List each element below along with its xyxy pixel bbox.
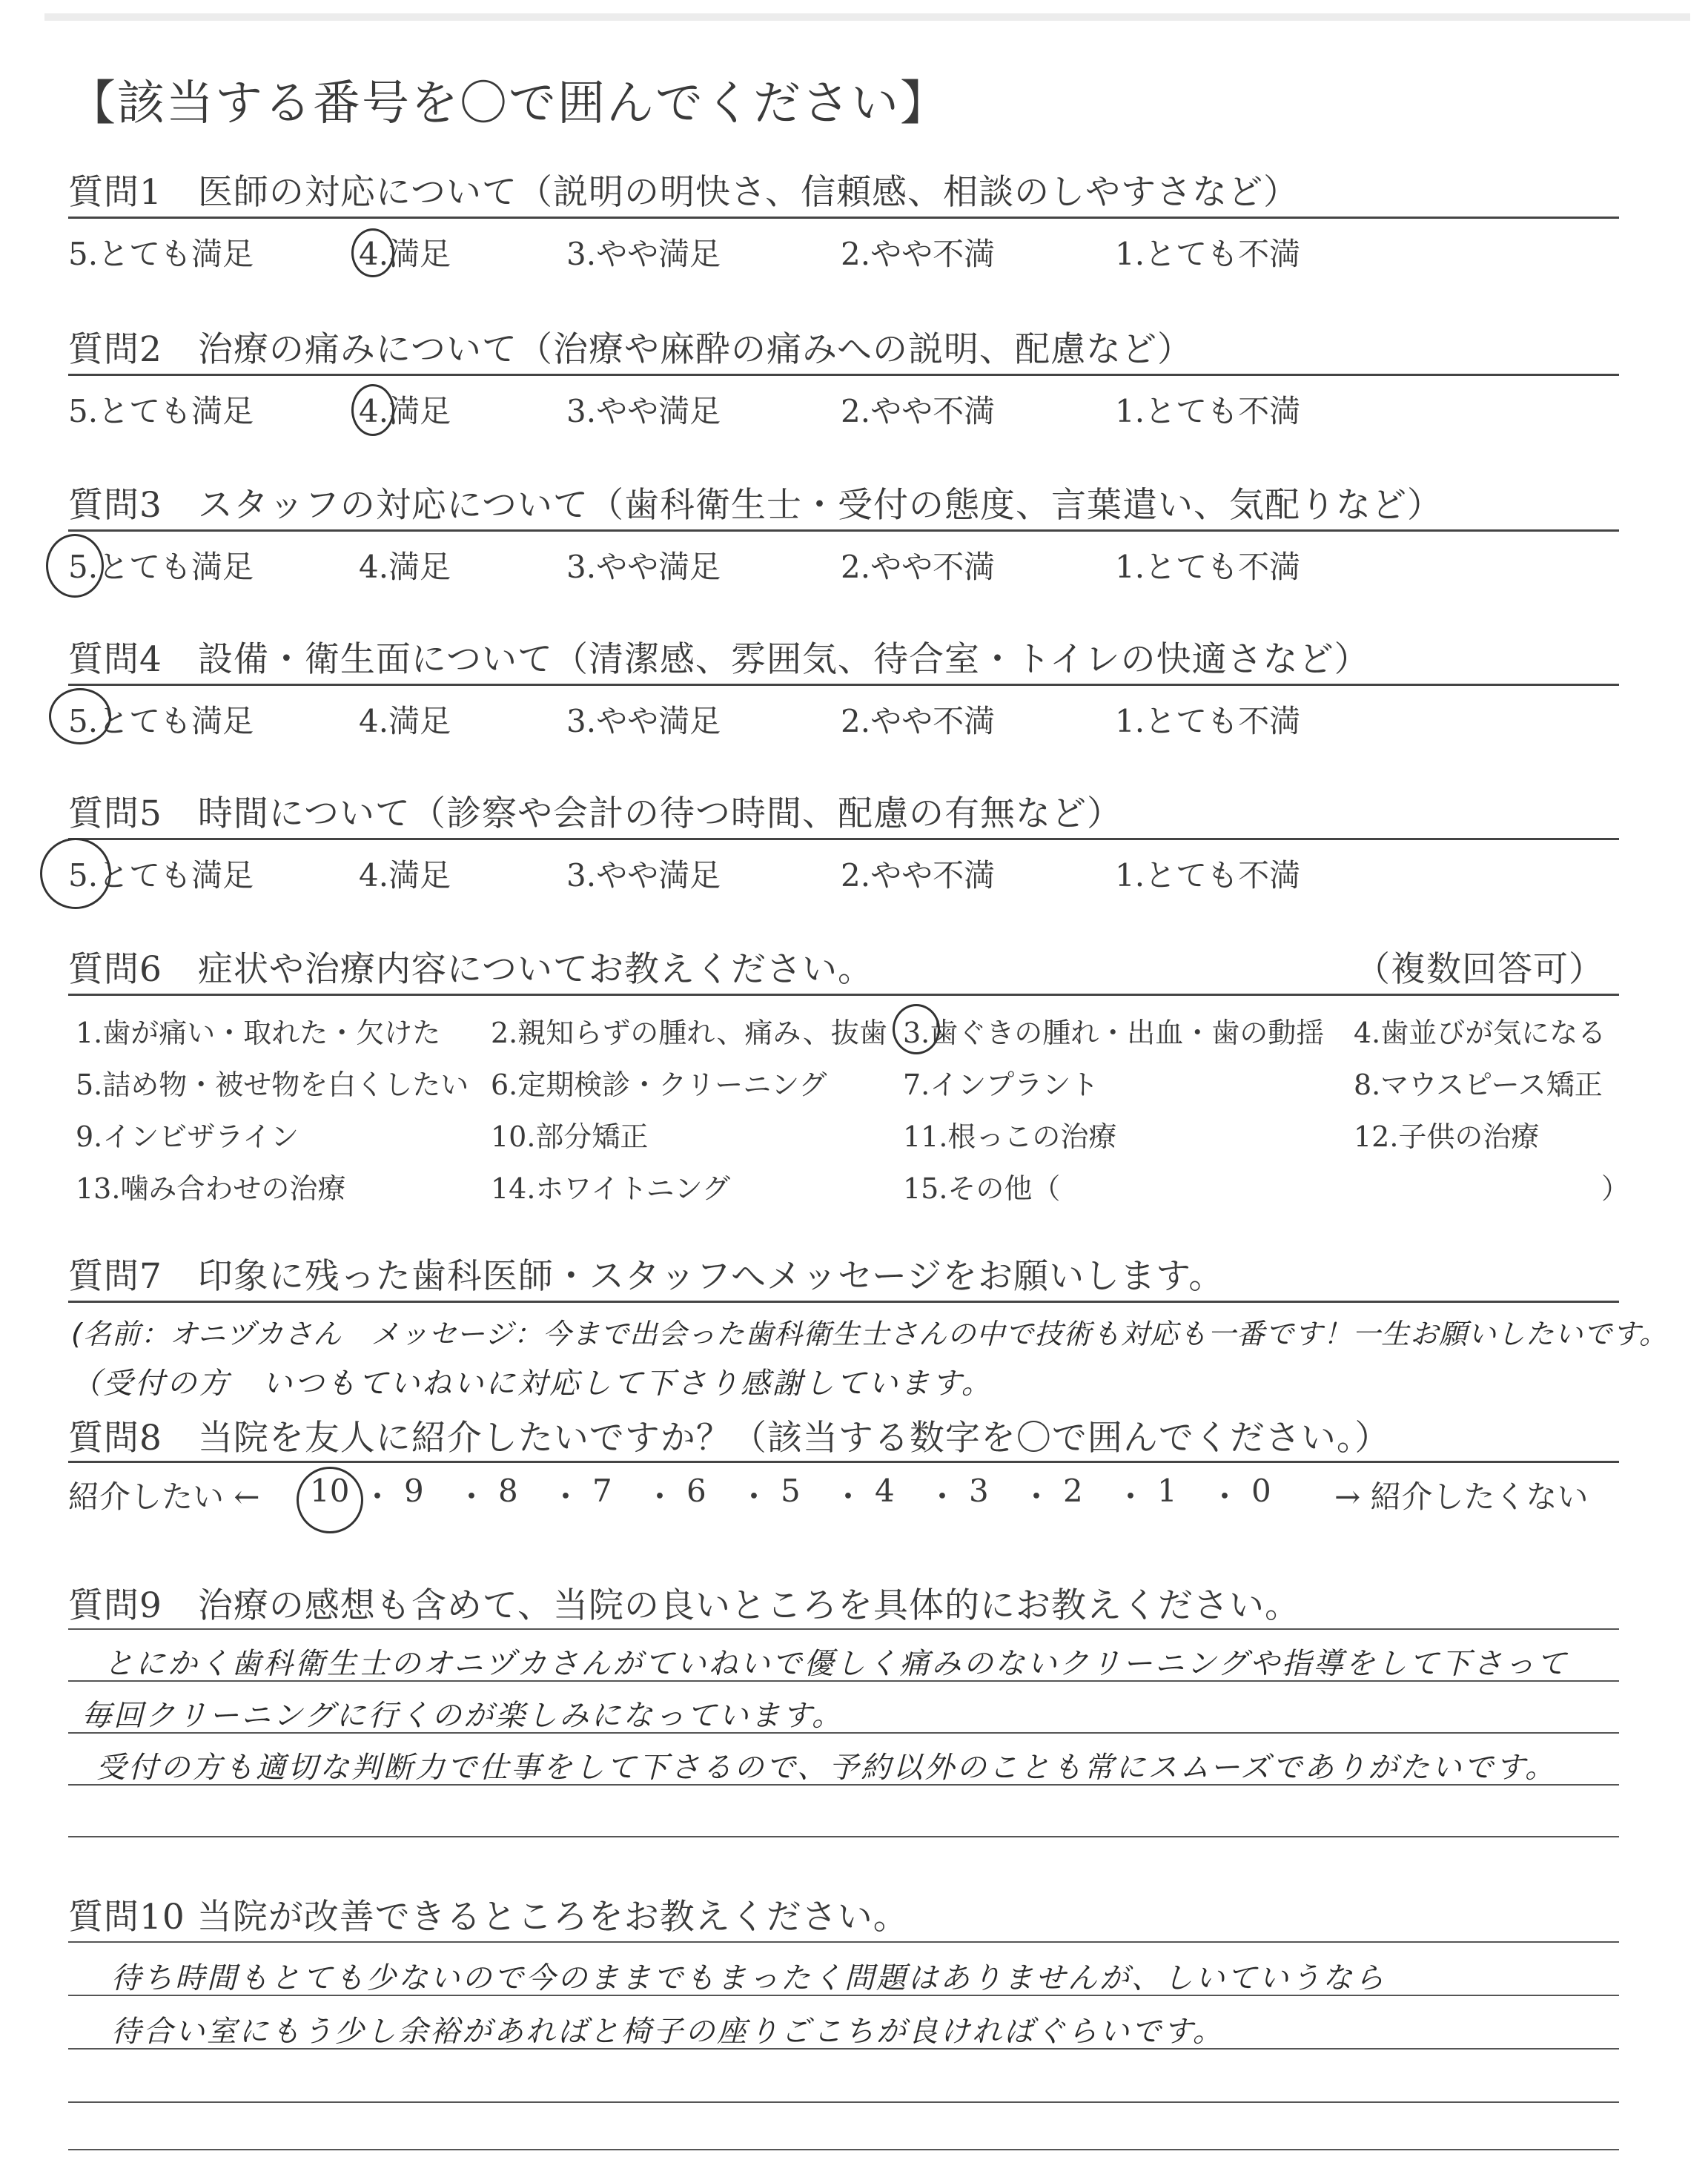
q9-rule-4 — [68, 1836, 1619, 1837]
q3-option-5[interactable]: 5.とても満足 — [68, 549, 254, 585]
q6-multiple-note: （複数回答可） — [1355, 949, 1604, 990]
q4-option-3[interactable]: 3.やや満足 — [566, 703, 721, 739]
q8-scale-separator: ・ — [927, 1479, 959, 1515]
q1-option-3[interactable]: 3.やや満足 — [566, 236, 721, 272]
q5-option-5[interactable]: 5.とても満足 — [68, 857, 254, 894]
q8-scale-value-4[interactable]: 4 — [875, 1473, 895, 1509]
q8-scale-separator: ・ — [1209, 1479, 1241, 1515]
q8-scale-separator: ・ — [738, 1479, 770, 1515]
q9-answer-line-1[interactable]: とにかく歯科衛生士のオニヅカさんがていねいで優しく痛みのないクリーニングや指導をして下さって — [104, 1647, 1569, 1681]
q6-option-11[interactable]: 11.根っこの治療 — [903, 1120, 1117, 1153]
q6-option-5[interactable]: 5.詰め物・被せ物を白くしたい — [76, 1069, 469, 1101]
q6-option-2[interactable]: 2.親知らずの腫れ、痛み、抜歯 — [491, 1017, 887, 1049]
q9-answer-line-3[interactable]: 受付の方も適切な判断力で仕事をして下さるので、予約以外のことも常にスムーズでありがたいです。 — [96, 1751, 1557, 1785]
q8-selection-circle — [297, 1467, 363, 1533]
top-edge — [44, 13, 1690, 21]
q10-answer-line-2[interactable]: 待合い室にもう少し余裕があればと椅子の座りごこちが良ければぐらいです。 — [111, 2015, 1225, 2049]
q6-rule — [68, 994, 1619, 996]
q10-rule-3 — [68, 2101, 1619, 2103]
q8-scale-separator: ・ — [362, 1479, 394, 1515]
q2-option-1[interactable]: 1.とても不満 — [1115, 393, 1301, 429]
q2-option-5[interactable]: 5.とても満足 — [68, 393, 254, 429]
q8-right-label: → 紹介したくない — [1334, 1479, 1589, 1515]
q1-option-5[interactable]: 5.とても満足 — [68, 236, 254, 272]
q2-option-2[interactable]: 2.やや不満 — [841, 393, 996, 429]
q5-option-4[interactable]: 4.満足 — [359, 857, 451, 894]
q8-scale-value-8[interactable]: 8 — [498, 1473, 518, 1509]
q4-option-2[interactable]: 2.やや不満 — [841, 703, 996, 739]
q2-selection-circle — [351, 384, 394, 436]
q1-title: 質問1 医師の対応について（説明の明快さ、信頼感、相談のしやすさなど） — [68, 172, 1300, 213]
q8-scale-value-2[interactable]: 2 — [1063, 1473, 1083, 1509]
q8-scale-value-1[interactable]: 1 — [1157, 1473, 1177, 1509]
q8-scale-separator: ・ — [644, 1479, 676, 1515]
q8-scale-separator: ・ — [1115, 1479, 1147, 1515]
q6-other-close: ） — [1601, 1172, 1630, 1205]
q10-rule-0 — [68, 1941, 1619, 1943]
q8-scale-value-6[interactable]: 6 — [686, 1473, 706, 1509]
q8-scale-value-10[interactable]: 10 — [310, 1473, 350, 1509]
q1-rule — [68, 217, 1619, 219]
q5-selection-circle — [40, 838, 111, 909]
q6-option-15[interactable]: 15.その他（ — [903, 1172, 1061, 1205]
q3-title: 質問3 スタッフの対応について（歯科衛生士・受付の態度、言葉遣い、気配りなど） — [68, 485, 1443, 526]
q3-selection-circle — [46, 534, 104, 598]
q8-title: 質問8 当院を友人に紹介したいですか？（該当する数字を〇で囲んでください。） — [68, 1418, 1391, 1459]
q6-option-9[interactable]: 9.インビザライン — [76, 1120, 299, 1153]
q1-option-4[interactable]: 4.満足 — [359, 236, 451, 272]
q3-option-3[interactable]: 3.やや満足 — [566, 549, 721, 585]
q8-scale-separator: ・ — [456, 1479, 488, 1515]
q1-option-1[interactable]: 1.とても不満 — [1115, 236, 1301, 272]
q3-option-1[interactable]: 1.とても不満 — [1115, 549, 1301, 585]
q6-selection-circle — [893, 1004, 940, 1054]
q6-option-7[interactable]: 7.インプラント — [903, 1069, 1099, 1101]
q4-option-1[interactable]: 1.とても不満 — [1115, 703, 1301, 739]
q3-option-4[interactable]: 4.満足 — [359, 549, 451, 585]
q4-option-4[interactable]: 4.満足 — [359, 703, 451, 739]
q2-option-4[interactable]: 4.満足 — [359, 393, 451, 429]
q6-option-6[interactable]: 6.定期検診・クリーニング — [491, 1069, 827, 1101]
q8-rule — [68, 1461, 1619, 1463]
q4-selection-circle — [49, 688, 111, 744]
q3-rule — [68, 529, 1619, 532]
q3-option-2[interactable]: 2.やや不満 — [841, 549, 996, 585]
q8-scale-separator: ・ — [833, 1479, 864, 1515]
q7-message-line-1[interactable]: (名前：オニヅカさん メッセージ：今まで出会った歯科衛生士さんの中で技術も対応も一番です！一生お願いしたいです。 — [71, 1318, 1668, 1350]
q10-title: 質問10 当院が改善できるところをお教えください。 — [68, 1897, 909, 1938]
q4-option-5[interactable]: 5.とても満足 — [68, 703, 254, 739]
q5-rule — [68, 838, 1619, 840]
q1-selection-circle — [351, 228, 394, 277]
q8-scale-separator: ・ — [550, 1479, 582, 1515]
q7-title: 質問7 印象に残った歯科医師・スタッフへメッセージをお願いします。 — [68, 1256, 1225, 1297]
q8-scale-value-9[interactable]: 9 — [404, 1473, 424, 1509]
q9-answer-line-2[interactable]: 毎回クリーニングに行くのが楽しみになっています。 — [82, 1699, 844, 1733]
q7-message-line-2[interactable]: （受付の方 いつもていねいに対応して下さり感謝しています。 — [71, 1367, 993, 1401]
q8-scale-separator: ・ — [1021, 1479, 1053, 1515]
q5-title: 質問5 時間について（診察や会計の待つ時間、配慮の有無など） — [68, 793, 1122, 834]
q6-option-13[interactable]: 13.噛み合わせの治療 — [76, 1172, 346, 1205]
q8-scale-value-5[interactable]: 5 — [781, 1473, 801, 1509]
q6-option-1[interactable]: 1.歯が痛い・取れた・欠けた — [76, 1017, 441, 1049]
q2-rule — [68, 374, 1619, 376]
q5-option-2[interactable]: 2.やや不満 — [841, 857, 996, 894]
q6-option-12[interactable]: 12.子供の治療 — [1354, 1120, 1540, 1153]
q1-option-2[interactable]: 2.やや不満 — [841, 236, 996, 272]
q6-option-4[interactable]: 4.歯並びが気になる — [1354, 1017, 1606, 1049]
q6-option-14[interactable]: 14.ホワイトニング — [491, 1172, 731, 1205]
q4-rule — [68, 684, 1619, 686]
q7-rule — [68, 1301, 1619, 1303]
q6-option-3[interactable]: 3.歯ぐきの腫れ・出血・歯の動揺 — [903, 1017, 1325, 1049]
q6-option-10[interactable]: 10.部分矯正 — [491, 1120, 649, 1153]
q8-scale-value-0[interactable]: 0 — [1251, 1473, 1271, 1509]
q8-scale-value-7[interactable]: 7 — [592, 1473, 612, 1509]
q2-title: 質問2 治療の痛みについて（治療や麻酔の痛みへの説明、配慮など） — [68, 329, 1194, 370]
q10-answer-line-1[interactable]: 待ち時間もとても少ないので今のままでもまったく問題はありませんが、しいていうなら — [111, 1961, 1386, 1995]
q8-left-label: 紹介したい ← — [68, 1479, 260, 1515]
q5-option-1[interactable]: 1.とても不満 — [1115, 857, 1301, 894]
q8-scale-value-3[interactable]: 3 — [969, 1473, 989, 1509]
q9-title: 質問9 治療の感想も含めて、当院の良いところを具体的にお教えください。 — [68, 1585, 1300, 1626]
q4-title: 質問4 設備・衛生面について（清潔感、雰囲気、待合室・トイレの快適さなど） — [68, 639, 1370, 680]
q9-rule-0 — [68, 1628, 1619, 1630]
q10-rule-4 — [68, 2149, 1619, 2150]
page-heading: 【該当する番号を〇で囲んでください】 — [68, 76, 949, 131]
q2-option-3[interactable]: 3.やや満足 — [566, 393, 721, 429]
q6-option-8[interactable]: 8.マウスピース矯正 — [1354, 1069, 1603, 1101]
q6-title: 質問6 症状や治療内容についてお教えください。 — [68, 949, 873, 990]
q5-option-3[interactable]: 3.やや満足 — [566, 857, 721, 894]
